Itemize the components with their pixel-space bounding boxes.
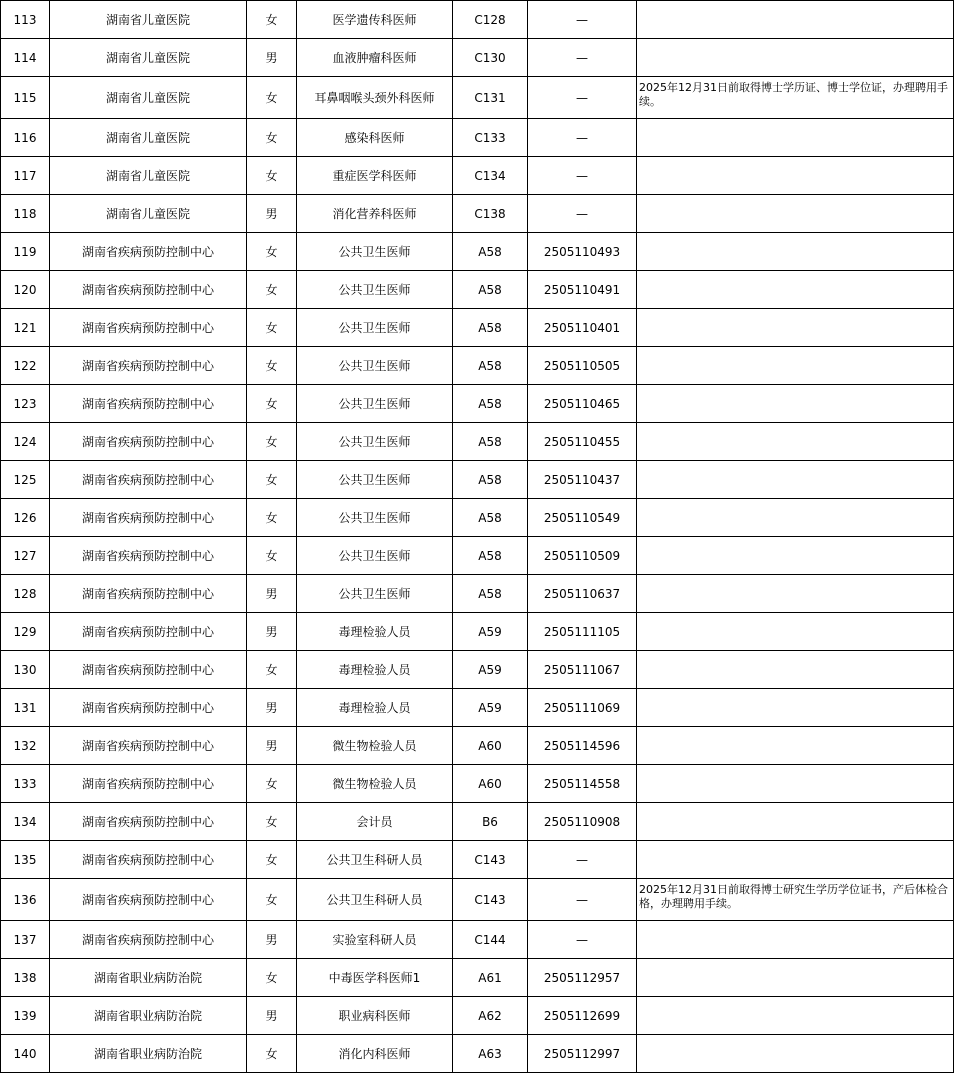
position-code-cell: A59 [453,613,528,651]
position-name-cell: 消化营养科医师 [297,195,453,233]
gender-cell: 男 [247,195,297,233]
unit-name-cell: 湖南省疾病预防控制中心 [50,841,247,879]
remarks-cell [637,1035,954,1073]
unit-name-cell: 湖南省疾病预防控制中心 [50,921,247,959]
unit-name-cell: 湖南省儿童医院 [50,77,247,119]
table-row [1,1035,954,1073]
ticket-number-cell: — [528,77,637,119]
ticket-number-cell: 2505110908 [528,803,637,841]
gender-cell: 女 [247,77,297,119]
position-code-cell: C143 [453,841,528,879]
ticket-number-cell: 2505110493 [528,233,637,271]
table-row [1,119,954,157]
remarks-cell [637,651,954,689]
table-row [1,347,954,385]
unit-name-cell: 湖南省疾病预防控制中心 [50,651,247,689]
table-row [1,461,954,499]
remarks-cell [637,1,954,39]
remarks-cell [637,575,954,613]
table-row [1,77,954,119]
position-code-cell: A58 [453,461,528,499]
ticket-number-cell: 2505110437 [528,461,637,499]
position-name-cell: 微生物检验人员 [297,765,453,803]
table-row [1,727,954,765]
position-code-cell: C133 [453,119,528,157]
remarks-cell [637,157,954,195]
remarks-cell [637,959,954,997]
unit-name-cell: 湖南省儿童医院 [50,119,247,157]
remarks-cell [637,613,954,651]
position-code-cell: C143 [453,879,528,921]
ticket-number-cell: — [528,157,637,195]
gender-cell: 女 [247,423,297,461]
unit-name-cell: 湖南省疾病预防控制中心 [50,347,247,385]
table-row [1,879,954,921]
position-code-cell: A59 [453,651,528,689]
unit-name-cell: 湖南省疾病预防控制中心 [50,423,247,461]
row-number-cell: 136 [1,879,50,921]
remarks-cell [637,347,954,385]
gender-cell: 女 [247,461,297,499]
unit-name-cell: 湖南省疾病预防控制中心 [50,537,247,575]
position-name-cell: 毒理检验人员 [297,689,453,727]
position-name-cell: 毒理检验人员 [297,651,453,689]
gender-cell: 女 [247,1,297,39]
gender-cell: 男 [247,727,297,765]
table-row [1,803,954,841]
row-number-cell: 113 [1,1,50,39]
gender-cell: 女 [247,157,297,195]
position-name-cell: 公共卫生医师 [297,309,453,347]
ticket-number-cell: — [528,879,637,921]
remarks-cell [637,461,954,499]
remarks-cell [637,499,954,537]
table-row [1,39,954,77]
row-number-cell: 132 [1,727,50,765]
position-code-cell: A58 [453,233,528,271]
remarks-cell: 2025年12月31日前取得博士研究生学历学位证书，产后体检合格，办理聘用手续。 [637,879,954,921]
position-code-cell: A58 [453,271,528,309]
position-name-cell: 公共卫生医师 [297,461,453,499]
position-name-cell: 职业病科医师 [297,997,453,1035]
position-name-cell: 中毒医学科医师1 [297,959,453,997]
unit-name-cell: 湖南省疾病预防控制中心 [50,499,247,537]
ticket-number-cell: 2505112957 [528,959,637,997]
ticket-number-cell: 2505110455 [528,423,637,461]
position-code-cell: C131 [453,77,528,119]
remarks-cell [637,233,954,271]
position-code-cell: C144 [453,921,528,959]
position-name-cell: 公共卫生医师 [297,385,453,423]
row-number-cell: 116 [1,119,50,157]
position-code-cell: A58 [453,537,528,575]
position-name-cell: 公共卫生科研人员 [297,879,453,921]
remarks-cell [637,841,954,879]
ticket-number-cell: 2505110637 [528,575,637,613]
gender-cell: 女 [247,765,297,803]
remarks-cell [637,689,954,727]
unit-name-cell: 湖南省儿童医院 [50,1,247,39]
table-row [1,689,954,727]
table-row [1,765,954,803]
table-row [1,959,954,997]
unit-name-cell: 湖南省疾病预防控制中心 [50,461,247,499]
position-code-cell: A58 [453,575,528,613]
unit-name-cell: 湖南省疾病预防控制中心 [50,309,247,347]
ticket-number-cell: 2505111067 [528,651,637,689]
position-code-cell: A60 [453,765,528,803]
position-code-cell: A58 [453,309,528,347]
gender-cell: 女 [247,803,297,841]
table-body [1,1,954,1073]
table-row [1,575,954,613]
table-row [1,271,954,309]
position-code-cell: A60 [453,727,528,765]
row-number-cell: 115 [1,77,50,119]
gender-cell: 女 [247,233,297,271]
position-name-cell: 公共卫生医师 [297,423,453,461]
ticket-number-cell: — [528,1,637,39]
ticket-number-cell: 2505110509 [528,537,637,575]
ticket-number-cell: — [528,841,637,879]
unit-name-cell: 湖南省职业病防治院 [50,959,247,997]
gender-cell: 女 [247,537,297,575]
table-row [1,651,954,689]
table-row [1,613,954,651]
position-name-cell: 实验室科研人员 [297,921,453,959]
gender-cell: 女 [247,499,297,537]
position-name-cell: 公共卫生医师 [297,499,453,537]
table-row [1,841,954,879]
gender-cell: 女 [247,347,297,385]
row-number-cell: 119 [1,233,50,271]
unit-name-cell: 湖南省疾病预防控制中心 [50,879,247,921]
gender-cell: 女 [247,271,297,309]
table-row [1,537,954,575]
row-number-cell: 114 [1,39,50,77]
gender-cell: 男 [247,997,297,1035]
remarks-cell [637,271,954,309]
table-row [1,1,954,39]
unit-name-cell: 湖南省儿童医院 [50,195,247,233]
position-name-cell: 公共卫生科研人员 [297,841,453,879]
position-name-cell: 毒理检验人员 [297,613,453,651]
unit-name-cell: 湖南省疾病预防控制中心 [50,613,247,651]
gender-cell: 男 [247,39,297,77]
row-number-cell: 127 [1,537,50,575]
unit-name-cell: 湖南省疾病预防控制中心 [50,727,247,765]
ticket-number-cell: 2505112699 [528,997,637,1035]
position-name-cell: 公共卫生医师 [297,233,453,271]
table-row [1,921,954,959]
unit-name-cell: 湖南省职业病防治院 [50,997,247,1035]
gender-cell: 女 [247,651,297,689]
position-code-cell: A59 [453,689,528,727]
row-number-cell: 118 [1,195,50,233]
unit-name-cell: 湖南省疾病预防控制中心 [50,385,247,423]
position-name-cell: 公共卫生医师 [297,271,453,309]
position-name-cell: 感染科医师 [297,119,453,157]
gender-cell: 女 [247,879,297,921]
row-number-cell: 128 [1,575,50,613]
unit-name-cell: 湖南省儿童医院 [50,157,247,195]
ticket-number-cell: — [528,195,637,233]
unit-name-cell: 湖南省疾病预防控制中心 [50,575,247,613]
remarks-cell [637,997,954,1035]
ticket-number-cell: 2505110491 [528,271,637,309]
unit-name-cell: 湖南省疾病预防控制中心 [50,689,247,727]
table-row [1,309,954,347]
position-code-cell: A58 [453,499,528,537]
row-number-cell: 120 [1,271,50,309]
remarks-cell [637,765,954,803]
position-code-cell: A58 [453,385,528,423]
remarks-cell [637,195,954,233]
gender-cell: 女 [247,385,297,423]
ticket-number-cell: 2505114558 [528,765,637,803]
unit-name-cell: 湖南省疾病预防控制中心 [50,765,247,803]
gender-cell: 女 [247,1035,297,1073]
row-number-cell: 139 [1,997,50,1035]
position-name-cell: 消化内科医师 [297,1035,453,1073]
unit-name-cell: 湖南省职业病防治院 [50,1035,247,1073]
gender-cell: 女 [247,309,297,347]
position-code-cell: A62 [453,997,528,1035]
table-row [1,195,954,233]
remarks-cell [637,119,954,157]
ticket-number-cell: 2505110549 [528,499,637,537]
row-number-cell: 138 [1,959,50,997]
row-number-cell: 140 [1,1035,50,1073]
row-number-cell: 123 [1,385,50,423]
gender-cell: 女 [247,119,297,157]
remarks-cell [637,39,954,77]
position-code-cell: A58 [453,347,528,385]
position-name-cell: 医学遗传科医师 [297,1,453,39]
table-row [1,997,954,1035]
ticket-number-cell: — [528,921,637,959]
gender-cell: 女 [247,841,297,879]
table-row [1,385,954,423]
position-code-cell: C134 [453,157,528,195]
unit-name-cell: 湖南省疾病预防控制中心 [50,271,247,309]
gender-cell: 男 [247,613,297,651]
row-number-cell: 121 [1,309,50,347]
position-name-cell: 重症医学科医师 [297,157,453,195]
gender-cell: 男 [247,575,297,613]
position-name-cell: 公共卫生医师 [297,537,453,575]
remarks-cell [637,727,954,765]
table-row [1,233,954,271]
position-name-cell: 血液肿瘤科医师 [297,39,453,77]
ticket-number-cell: 2505110465 [528,385,637,423]
row-number-cell: 129 [1,613,50,651]
position-name-cell: 耳鼻咽喉头颈外科医师 [297,77,453,119]
ticket-number-cell: — [528,119,637,157]
position-name-cell: 会计员 [297,803,453,841]
gender-cell: 男 [247,921,297,959]
table-row [1,423,954,461]
unit-name-cell: 湖南省疾病预防控制中心 [50,803,247,841]
position-name-cell: 公共卫生医师 [297,347,453,385]
ticket-number-cell: 2505114596 [528,727,637,765]
table-row [1,157,954,195]
row-number-cell: 122 [1,347,50,385]
row-number-cell: 134 [1,803,50,841]
position-code-cell: C130 [453,39,528,77]
ticket-number-cell: — [528,39,637,77]
position-name-cell: 微生物检验人员 [297,727,453,765]
position-code-cell: C138 [453,195,528,233]
row-number-cell: 126 [1,499,50,537]
row-number-cell: 124 [1,423,50,461]
unit-name-cell: 湖南省疾病预防控制中心 [50,233,247,271]
position-code-cell: A61 [453,959,528,997]
table-row [1,499,954,537]
position-code-cell: B6 [453,803,528,841]
row-number-cell: 133 [1,765,50,803]
ticket-number-cell: 2505110401 [528,309,637,347]
gender-cell: 男 [247,689,297,727]
row-number-cell: 135 [1,841,50,879]
ticket-number-cell: 2505110505 [528,347,637,385]
remarks-cell [637,423,954,461]
ticket-number-cell: 2505112997 [528,1035,637,1073]
remarks-cell [637,921,954,959]
row-number-cell: 130 [1,651,50,689]
row-number-cell: 131 [1,689,50,727]
remarks-cell [637,309,954,347]
row-number-cell: 117 [1,157,50,195]
position-code-cell: A58 [453,423,528,461]
row-number-cell: 125 [1,461,50,499]
remarks-cell [637,537,954,575]
row-number-cell: 137 [1,921,50,959]
gender-cell: 女 [247,959,297,997]
position-code-cell: C128 [453,1,528,39]
position-name-cell: 公共卫生医师 [297,575,453,613]
position-code-cell: A63 [453,1035,528,1073]
remarks-cell [637,385,954,423]
unit-name-cell: 湖南省儿童医院 [50,39,247,77]
remarks-cell: 2025年12月31日前取得博士学历证、博士学位证，办理聘用手续。 [637,77,954,119]
ticket-number-cell: 2505111069 [528,689,637,727]
remarks-cell [637,803,954,841]
ticket-number-cell: 2505111105 [528,613,637,651]
